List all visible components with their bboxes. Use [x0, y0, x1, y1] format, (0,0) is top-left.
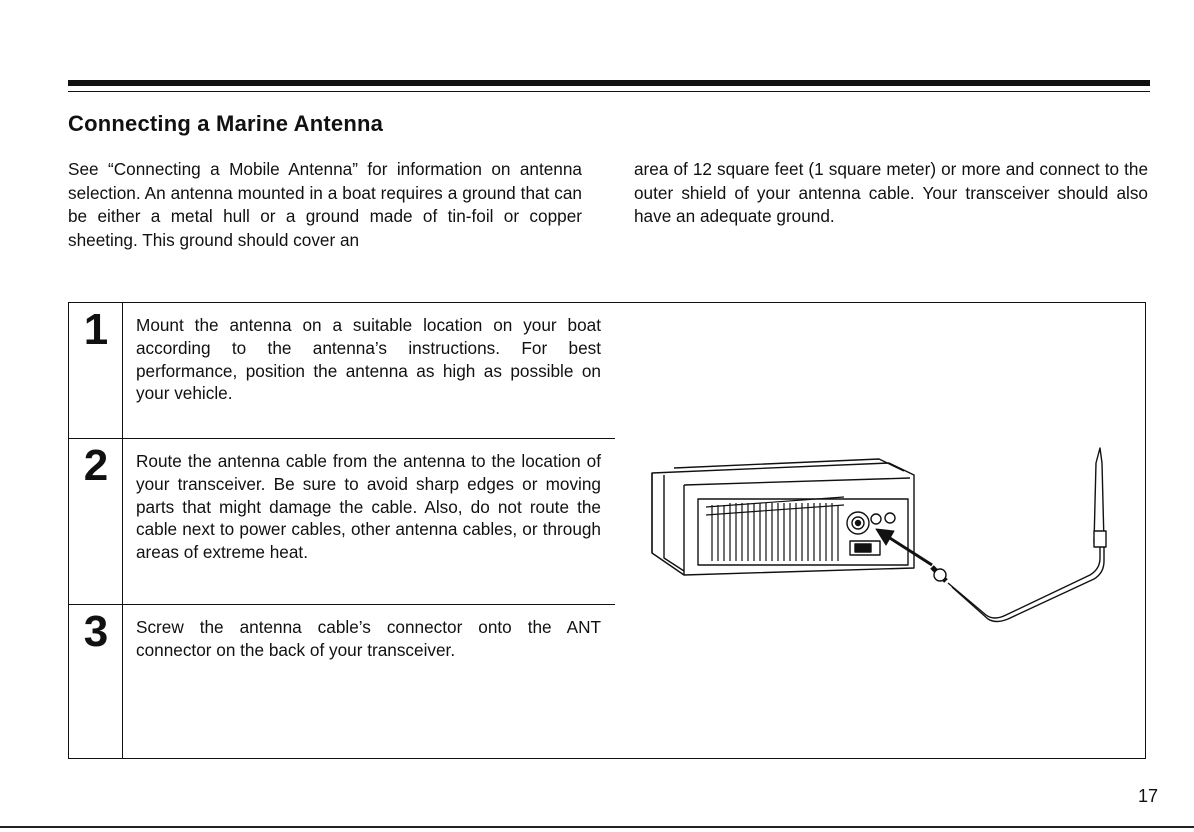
step-separator	[68, 604, 615, 605]
step-separator	[68, 302, 615, 303]
page-number: 17	[1137, 786, 1158, 806]
step-text: Screw the antenna cable’s connector onto the ANT connector on the back of your transceiver.	[136, 617, 601, 660]
transceiver-antenna-illustration-icon	[614, 303, 1144, 758]
step-separator	[68, 438, 615, 439]
step-number: 1	[83, 305, 109, 354]
step-3	[68, 604, 615, 759]
page-title: Connecting a Marine Antenna	[68, 111, 384, 136]
step-1	[68, 302, 615, 438]
footer-rule	[0, 826, 1194, 828]
intro-paragraph-left: See “Connecting a Mobile Antenna” for information on antenna selection. An antenna mounted in a boat requires a ground that can be either a metal hull or a ground made of tin-foil or copper sheeting. This ground should cover an	[68, 159, 582, 250]
steps-table	[68, 302, 615, 759]
step-number: 2	[83, 441, 109, 490]
step-number: 3	[83, 607, 109, 656]
step-2	[68, 438, 615, 604]
header-rule-thick	[68, 80, 1150, 86]
step-text: Route the antenna cable from the antenna to the location of your transceiver. Be sure to avoid sharp edges or moving parts that might damage the cable. Also, do not route the cable next to power cables, other antenna cables, or through areas of extreme heat.	[136, 451, 601, 563]
header-rule-thin	[68, 91, 1150, 92]
intro-paragraph-right: area of 12 square feet (1 square meter) or more and connect to the outer shield of your antenna cable. Your transceiver should also have an adequate ground.	[634, 159, 1148, 226]
illustration-panel	[614, 302, 1146, 759]
step-text: Mount the antenna on a suitable location on your boat according to the antenna’s instructions. For best performance, position the antenna as high as possible on your vehicle.	[136, 315, 601, 404]
